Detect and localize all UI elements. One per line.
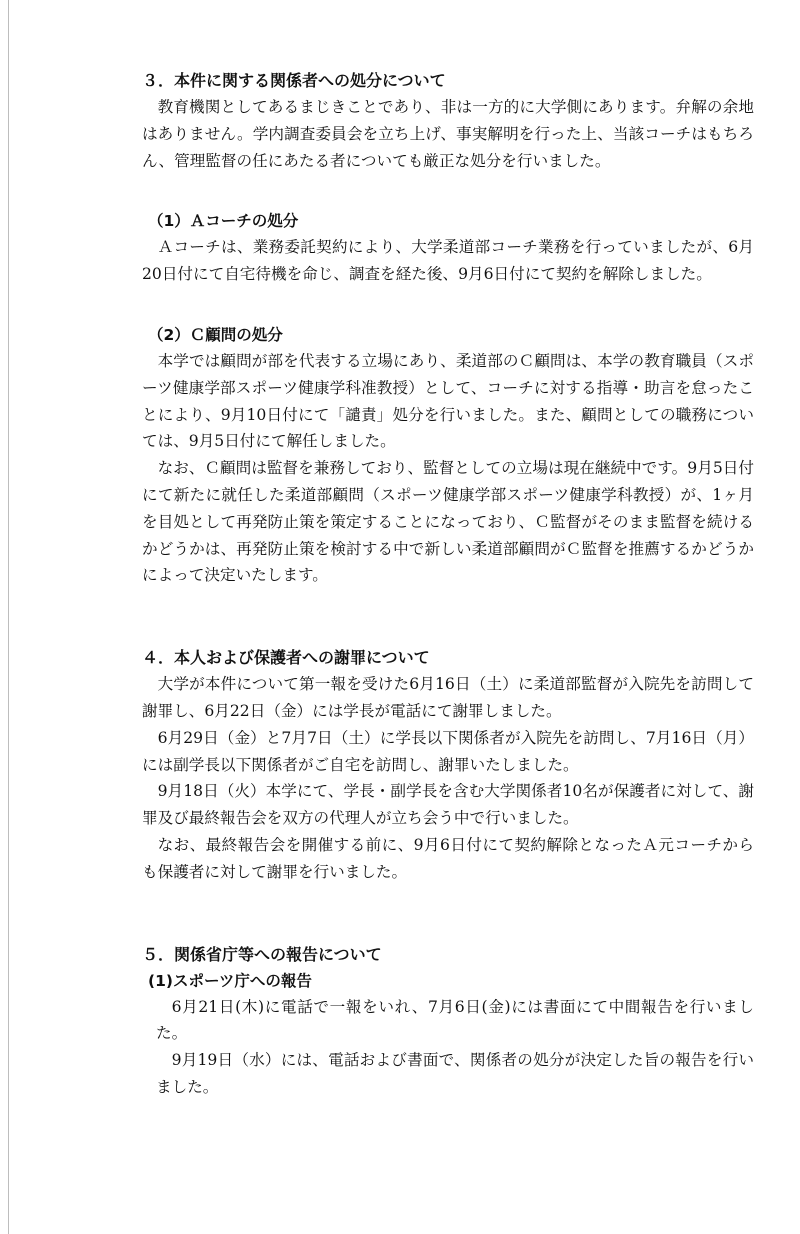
section-4-heading: ４．本人および保護者への謝罪について bbox=[142, 648, 430, 668]
section-3-sub1-heading: （1）Ａコーチの処分 bbox=[148, 212, 299, 231]
section-3-sub2-paragraph: なお、Ｃ顧問は監督を兼務しており、監督としての立場は現在継続中です。9月5日付にて新たに就任した柔道部顧問（スポーツ健康学部スポーツ健康学科教授）が、1ヶ月を目処として再発防止策を策定することになっており、Ｃ監督がそのまま監督を続けるかどうかは、再発防止策を検討する中で新しい柔道部顧問がＣ監督を推薦するかどうかによって決定いたします。 bbox=[142, 459, 754, 585]
section-3-sub1-text: Ａコーチは、業務委託契約により、大学柔道部コーチ業務を行っていましたが、6月20日付にて自宅待機を命じ、調査を経た後、9月6日付にて契約を解除しました。 bbox=[142, 238, 754, 284]
section-3-intro: 教育機関としてあるまじきことであり、非は一方的に大学側にあります。弁解の余地はありません。学内調査委員会を立ち上げ、事実解明を行った上、当該コーチはもちろん、管理監督の任にあたる者についても厳正な処分を行いました。 bbox=[142, 98, 754, 170]
section-5-heading: ５．関係省庁等への報告について bbox=[142, 944, 382, 964]
section-5-sub1-body bbox=[142, 994, 754, 1101]
section-4-paragraph: 6月29日（金）と7月7日（土）に学長以下関係者が入院先を訪問し、7月16日（月）には副学長以下関係者がご自宅を訪問し、謝罪いたしました。 bbox=[142, 728, 754, 774]
section-4-paragraph: なお、最終報告会を開催する前に、9月6日付にて契約解除となったＡ元コーチからも保護者に対して謝罪を行いました。 bbox=[142, 835, 754, 881]
section-4 bbox=[142, 645, 754, 885]
section-5-sub1-paragraph: 9月19日（水）には、電話および書面で、関係者の処分が決定した旨の報告を行いました。 bbox=[156, 1051, 754, 1096]
section-3 bbox=[142, 68, 754, 589]
page-left-edge bbox=[8, 0, 9, 1234]
section-5-sub1-paragraph: 6月21日(木)に電話で一報をいれ、7月6日(金)には書面にて中間報告を行いました。 bbox=[156, 997, 754, 1043]
section-3-sub2-heading: （2）Ｃ顧問の処分 bbox=[148, 325, 283, 344]
section-3-heading: ３．本件に関する関係者への処分について bbox=[142, 71, 446, 90]
section-3-sub2-paragraph: 本学では顧問が部を代表する立場にあり、柔道部のＣ顧問は、本学の教育職員（スポーツ健康学部スポーツ健康学科准教授）として、コーチに対する指導・助言を怠ったことにより、9月10日付にて「譴責」処分を行いました。また、顧問としての職務については、9月5日付にて解任しました。 bbox=[142, 351, 754, 451]
document-page bbox=[142, 68, 754, 1101]
section-5 bbox=[142, 942, 754, 1101]
section-4-paragraph: 大学が本件について第一報を受けた6月16日（土）に柔道部監督が入院先を訪問して謝罪し、6月22日（金）には学長が電話にて謝罪しました。 bbox=[142, 675, 754, 720]
section-5-sub1-heading: (1)スポーツ庁への報告 bbox=[148, 971, 312, 990]
section-4-paragraph: 9月18日（火）本学にて、学長・副学長を含む大学関係者10名が保護者に対して、謝罪及び最終報告会を双方の代理人が立ち会う中で行いました。 bbox=[142, 782, 754, 828]
